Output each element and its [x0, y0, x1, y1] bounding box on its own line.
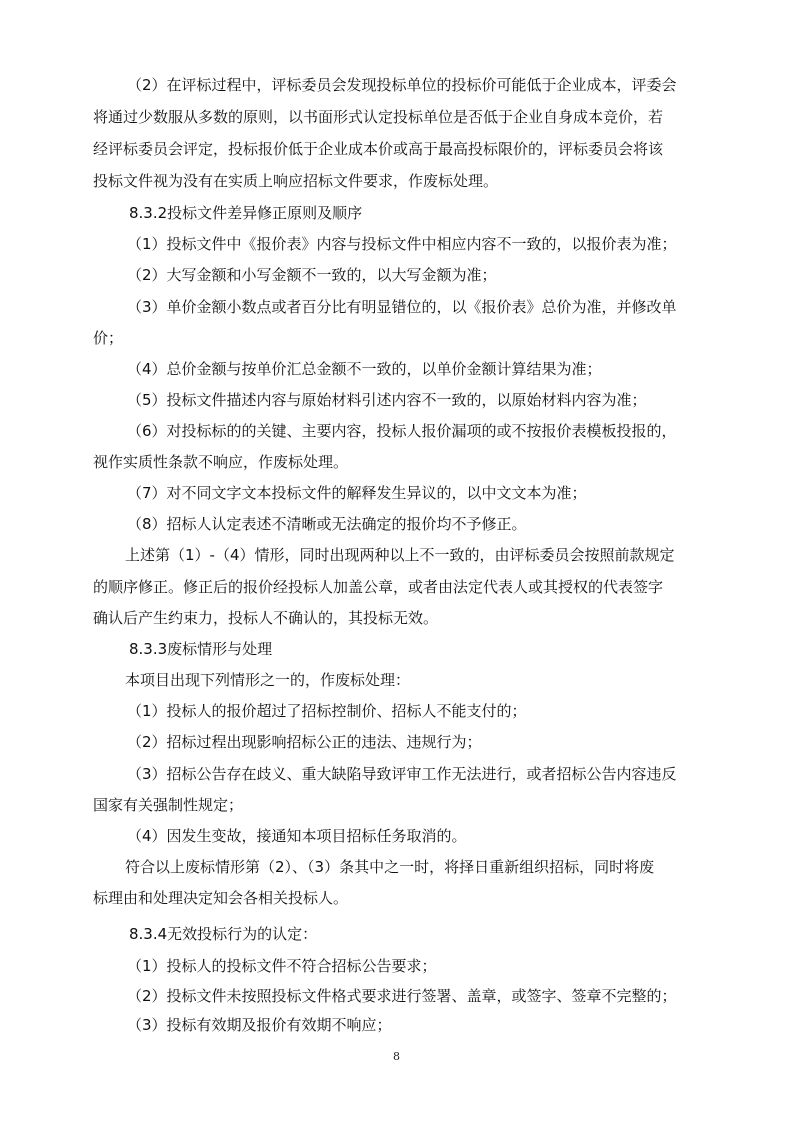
text-line: （2）大写金额和小写金额不一致的，以大写金额为准；	[127, 266, 497, 284]
text-line: （2）招标过程出现影响招标公正的违法、违规行为；	[127, 733, 482, 751]
text-line: 视作实质性条款不响应，作废标处理。	[93, 453, 349, 471]
text-line: 标理由和处理决定知会各相关投标人。	[93, 889, 349, 907]
section-heading: 8.3.3废标情形与处理	[129, 640, 273, 658]
text-line: 的顺序修正。修正后的报价经投标人加盖公章，或者由法定代表人或其授权的代表签字	[93, 578, 664, 596]
section-heading: 8.3.4无效投标行为的认定：	[129, 925, 318, 943]
text-line: （3）招标公告存在歧义、重大缺陷导致评审工作无法进行，或者招标公告内容违反	[127, 765, 677, 783]
text-line: 国家有关强制性规定；	[93, 796, 244, 814]
text-line: 上述第（1）-（4）情形，同时出现两种以上不一致的，由评标委员会按照前款规定	[125, 546, 675, 564]
text-line: （8）招标人认定表述不清晰或无法确定的报价均不予修正。	[127, 515, 527, 533]
text-line: 将通过少数服从多数的原则，以书面形式认定投标单位是否低于企业自身成本竞价，若	[93, 108, 664, 126]
text-line: 经评标委员会评定，投标报价低于企业成本价或高于最高投标限价的，评标委员会将该	[93, 140, 664, 158]
text-line: 投标文件视为没有在实质上响应招标文件要求，作废标处理。	[93, 172, 499, 190]
text-line: 确认后产生约束力，投标人不确认的，其投标无效。	[93, 609, 439, 627]
text-line: （2）投标文件未按照投标文件格式要求进行签署、盖章，或签字、签章不完整的；	[127, 987, 677, 1005]
text-line: （3）投标有效期及报价有效期不响应；	[127, 1016, 392, 1034]
text-line: （1）投标文件中《报价表》内容与投标文件中相应内容不一致的，以报价表为准；	[127, 235, 677, 253]
section-heading: 8.3.2投标文件差异修正原则及顺序	[129, 204, 363, 222]
text-line: 本项目出现下列情形之一的，作废标处理：	[125, 671, 411, 689]
text-line: （5）投标文件描述内容与原始材料引述内容不一致的，以原始材料内容为准；	[127, 391, 647, 409]
text-line: （1）投标人的报价超过了招标控制价、招标人不能支付的；	[127, 702, 527, 720]
text-line: 符合以上废标情形第（2）、（3）条其中之一时，将择日重新组织招标，同时将废	[125, 858, 655, 876]
text-line: （6）对投标标的的关键、主要内容，投标人报价漏项的或不按报价表模板投报的，	[127, 422, 677, 440]
text-line: （1）投标人的投标文件不符合招标公告要求；	[127, 957, 437, 975]
text-line: （3）单价金额小数点或者百分比有明显错位的，以《报价表》总价为准，并修改单	[127, 298, 677, 316]
text-line: （4）总价金额与按单价汇总金额不一致的，以单价金额计算结果为准；	[127, 360, 602, 378]
text-line: （7）对不同文字文本投标文件的解释发生异议的，以中文文本为准；	[127, 484, 587, 502]
text-line: （4）因发生变故，接通知本项目招标任务取消的。	[127, 827, 467, 845]
page-number: 8	[393, 1050, 400, 1063]
text-line: （2）在评标过程中，评标委员会发现投标单位的投标价可能低于企业成本，评委会	[127, 76, 677, 94]
text-line: 价；	[93, 329, 124, 347]
